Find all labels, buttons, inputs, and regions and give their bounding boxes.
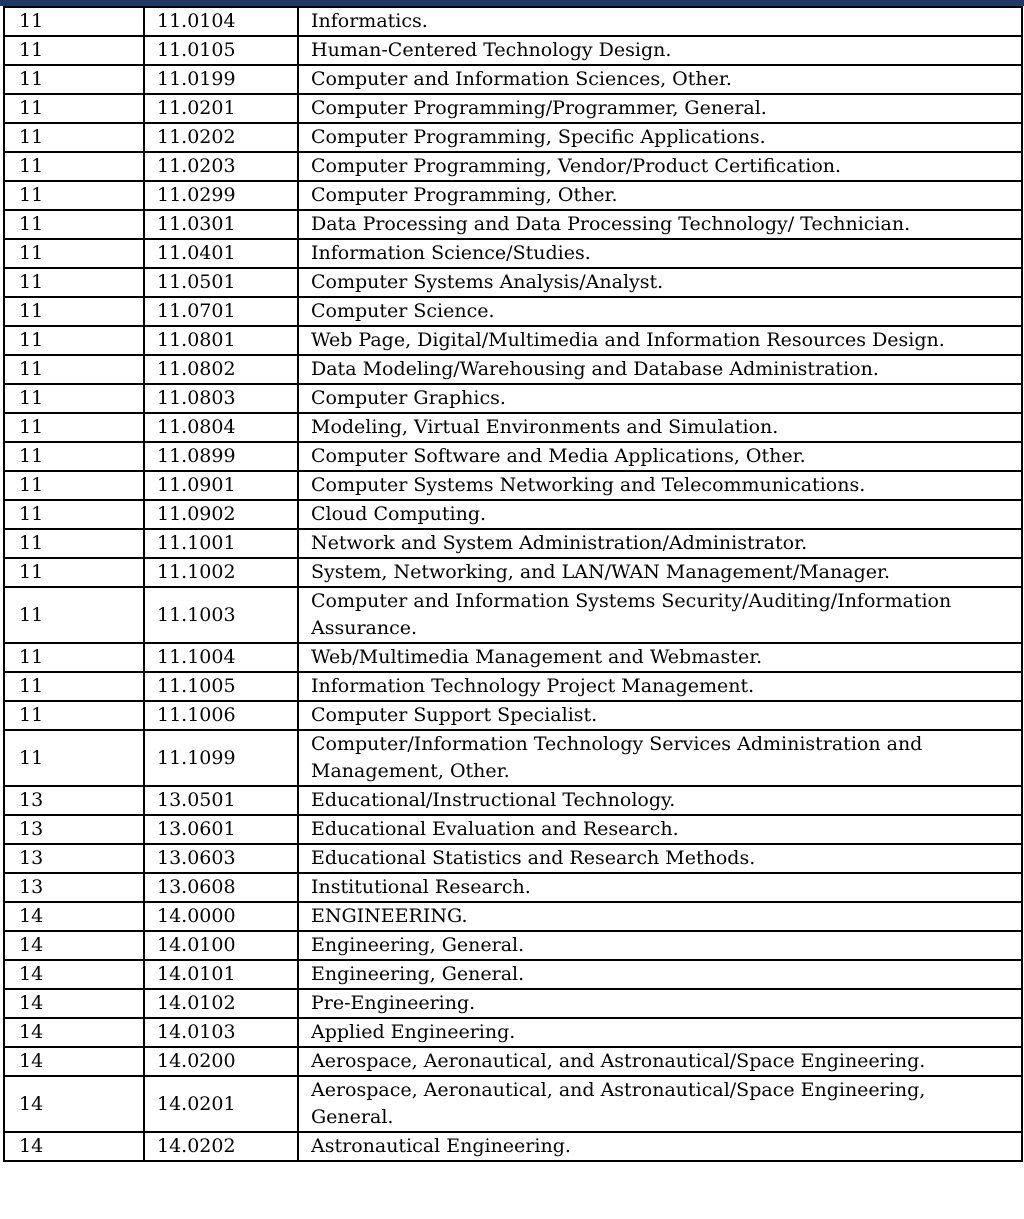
cip-code-cell: 11.0803 xyxy=(144,384,298,413)
cip-code-cell: 14.0201 xyxy=(144,1076,298,1132)
cip-code-cell: 11.1099 xyxy=(144,730,298,786)
table-row xyxy=(4,1047,1022,1076)
table-row xyxy=(4,902,1022,931)
program-title-cell: Computer Programming, Specific Applications. xyxy=(298,123,1022,152)
cip-code-cell: 14.0103 xyxy=(144,1018,298,1047)
program-title-cell: Information Science/Studies. xyxy=(298,239,1022,268)
program-title-cell: Institutional Research. xyxy=(298,873,1022,902)
series-cell: 11 xyxy=(4,268,144,297)
series-cell: 11 xyxy=(4,643,144,672)
table-row xyxy=(4,65,1022,94)
cip-code-cell: 11.0701 xyxy=(144,297,298,326)
cip-code-cell: 11.1005 xyxy=(144,672,298,701)
series-cell: 11 xyxy=(4,94,144,123)
table-row xyxy=(4,815,1022,844)
cip-code-cell: 11.0202 xyxy=(144,123,298,152)
table-row xyxy=(4,94,1022,123)
table-row xyxy=(4,471,1022,500)
cip-code-cell: 11.0203 xyxy=(144,152,298,181)
series-cell: 14 xyxy=(4,960,144,989)
program-title-cell: Computer Programming, Vendor/Product Certification. xyxy=(298,152,1022,181)
cip-code-cell: 11.1003 xyxy=(144,587,298,643)
program-title-cell: Aerospace, Aeronautical, and Astronautical/Space Engineering, General. xyxy=(298,1076,1022,1132)
program-title-cell: Data Processing and Data Processing Technology/ Technician. xyxy=(298,210,1022,239)
table-row xyxy=(4,672,1022,701)
cip-code-cell: 14.0202 xyxy=(144,1132,298,1161)
program-title-cell: ENGINEERING. xyxy=(298,902,1022,931)
table-row xyxy=(4,7,1022,36)
cip-code-cell: 11.0901 xyxy=(144,471,298,500)
program-title-cell: Engineering, General. xyxy=(298,931,1022,960)
cip-code-cell: 11.1001 xyxy=(144,529,298,558)
series-cell: 11 xyxy=(4,326,144,355)
table-row xyxy=(4,873,1022,902)
program-title-cell: Computer Science. xyxy=(298,297,1022,326)
cip-code-cell: 11.1004 xyxy=(144,643,298,672)
program-title-cell: Pre-Engineering. xyxy=(298,989,1022,1018)
cip-code-cell: 11.0804 xyxy=(144,413,298,442)
series-cell: 11 xyxy=(4,730,144,786)
program-title-cell: Educational Evaluation and Research. xyxy=(298,815,1022,844)
series-cell: 14 xyxy=(4,1076,144,1132)
cip-code-cell: 11.0902 xyxy=(144,500,298,529)
series-cell: 11 xyxy=(4,529,144,558)
program-title-cell: Information Technology Project Management. xyxy=(298,672,1022,701)
program-title-cell: Computer Programming, Other. xyxy=(298,181,1022,210)
table-row xyxy=(4,960,1022,989)
program-title-cell: Cloud Computing. xyxy=(298,500,1022,529)
series-cell: 11 xyxy=(4,181,144,210)
cip-code-cell: 14.0101 xyxy=(144,960,298,989)
table-row xyxy=(4,989,1022,1018)
table-row xyxy=(4,931,1022,960)
table-row xyxy=(4,239,1022,268)
program-title-cell: Educational/Instructional Technology. xyxy=(298,786,1022,815)
cip-code-cell: 11.0899 xyxy=(144,442,298,471)
series-cell: 11 xyxy=(4,672,144,701)
series-cell: 13 xyxy=(4,815,144,844)
table-row xyxy=(4,181,1022,210)
cip-code-cell: 11.1002 xyxy=(144,558,298,587)
series-cell: 11 xyxy=(4,471,144,500)
series-cell: 11 xyxy=(4,384,144,413)
cip-code-cell: 11.0104 xyxy=(144,7,298,36)
series-cell: 11 xyxy=(4,355,144,384)
table-row xyxy=(4,384,1022,413)
cip-code-cell: 14.0200 xyxy=(144,1047,298,1076)
program-title-cell: Computer Programming/Programmer, General. xyxy=(298,94,1022,123)
series-cell: 11 xyxy=(4,7,144,36)
program-title-cell: Computer Support Specialist. xyxy=(298,701,1022,730)
table-row xyxy=(4,786,1022,815)
series-cell: 11 xyxy=(4,65,144,94)
table-row xyxy=(4,123,1022,152)
cip-code-cell: 11.0105 xyxy=(144,36,298,65)
table-row xyxy=(4,326,1022,355)
table-row xyxy=(4,355,1022,384)
program-title-cell: Computer Systems Networking and Telecommunications. xyxy=(298,471,1022,500)
program-title-cell: Educational Statistics and Research Methods. xyxy=(298,844,1022,873)
cip-code-cell: 14.0100 xyxy=(144,931,298,960)
table-row xyxy=(4,297,1022,326)
program-title-cell: Aerospace, Aeronautical, and Astronautical/Space Engineering. xyxy=(298,1047,1022,1076)
program-title-cell: Web Page, Digital/Multimedia and Information Resources Design. xyxy=(298,326,1022,355)
program-title-cell: Network and System Administration/Administrator. xyxy=(298,529,1022,558)
series-cell: 13 xyxy=(4,786,144,815)
table-row xyxy=(4,1132,1022,1161)
table-row xyxy=(4,730,1022,786)
program-title-cell: Applied Engineering. xyxy=(298,1018,1022,1047)
cip-code-cell: 11.0201 xyxy=(144,94,298,123)
program-title-cell: Computer Software and Media Applications, Other. xyxy=(298,442,1022,471)
program-title-cell: Computer/Information Technology Services Administration and Management, Other. xyxy=(298,730,1022,786)
series-cell: 14 xyxy=(4,931,144,960)
program-title-cell: Data Modeling/Warehousing and Database Administration. xyxy=(298,355,1022,384)
program-title-cell: Computer and Information Systems Security/Auditing/Information Assurance. xyxy=(298,587,1022,643)
series-cell: 14 xyxy=(4,1132,144,1161)
table-row xyxy=(4,442,1022,471)
series-cell: 11 xyxy=(4,587,144,643)
table-row xyxy=(4,152,1022,181)
series-cell: 13 xyxy=(4,844,144,873)
program-title-cell: Astronautical Engineering. xyxy=(298,1132,1022,1161)
table-row xyxy=(4,268,1022,297)
program-title-cell: Computer and Information Sciences, Other. xyxy=(298,65,1022,94)
table-row xyxy=(4,558,1022,587)
cip-code-cell: 11.0299 xyxy=(144,181,298,210)
cip-code-cell: 11.0301 xyxy=(144,210,298,239)
series-cell: 11 xyxy=(4,413,144,442)
cip-code-cell: 11.0801 xyxy=(144,326,298,355)
series-cell: 11 xyxy=(4,152,144,181)
table-row xyxy=(4,210,1022,239)
table-row xyxy=(4,500,1022,529)
program-title-cell: Computer Systems Analysis/Analyst. xyxy=(298,268,1022,297)
program-title-cell: Human-Centered Technology Design. xyxy=(298,36,1022,65)
table-row xyxy=(4,1018,1022,1047)
series-cell: 11 xyxy=(4,297,144,326)
series-cell: 14 xyxy=(4,1018,144,1047)
series-cell: 14 xyxy=(4,989,144,1018)
series-cell: 14 xyxy=(4,1047,144,1076)
program-title-cell: Modeling, Virtual Environments and Simulation. xyxy=(298,413,1022,442)
table-row xyxy=(4,1076,1022,1132)
cip-code-cell: 11.0501 xyxy=(144,268,298,297)
cip-code-cell: 11.0802 xyxy=(144,355,298,384)
cip-code-cell: 11.0199 xyxy=(144,65,298,94)
cip-code-cell: 14.0102 xyxy=(144,989,298,1018)
table-row xyxy=(4,844,1022,873)
series-cell: 11 xyxy=(4,239,144,268)
series-cell: 11 xyxy=(4,36,144,65)
cip-code-table xyxy=(3,6,1023,1162)
series-cell: 11 xyxy=(4,701,144,730)
cip-code-cell: 13.0608 xyxy=(144,873,298,902)
program-title-cell: Computer Graphics. xyxy=(298,384,1022,413)
series-cell: 13 xyxy=(4,873,144,902)
series-cell: 14 xyxy=(4,902,144,931)
cip-code-cell: 13.0601 xyxy=(144,815,298,844)
program-title-cell: System, Networking, and LAN/WAN Management/Manager. xyxy=(298,558,1022,587)
series-cell: 11 xyxy=(4,500,144,529)
program-title-cell: Web/Multimedia Management and Webmaster. xyxy=(298,643,1022,672)
table-row xyxy=(4,643,1022,672)
table-row xyxy=(4,36,1022,65)
cip-code-cell: 11.1006 xyxy=(144,701,298,730)
series-cell: 11 xyxy=(4,123,144,152)
cip-code-cell: 14.0000 xyxy=(144,902,298,931)
program-title-cell: Informatics. xyxy=(298,7,1022,36)
cip-code-cell: 13.0501 xyxy=(144,786,298,815)
series-cell: 11 xyxy=(4,442,144,471)
table-row xyxy=(4,413,1022,442)
series-cell: 11 xyxy=(4,210,144,239)
table-row xyxy=(4,701,1022,730)
table-body xyxy=(4,7,1022,1161)
program-title-cell: Engineering, General. xyxy=(298,960,1022,989)
table-row xyxy=(4,529,1022,558)
table-row xyxy=(4,587,1022,643)
cip-code-cell: 11.0401 xyxy=(144,239,298,268)
cip-code-cell: 13.0603 xyxy=(144,844,298,873)
series-cell: 11 xyxy=(4,558,144,587)
